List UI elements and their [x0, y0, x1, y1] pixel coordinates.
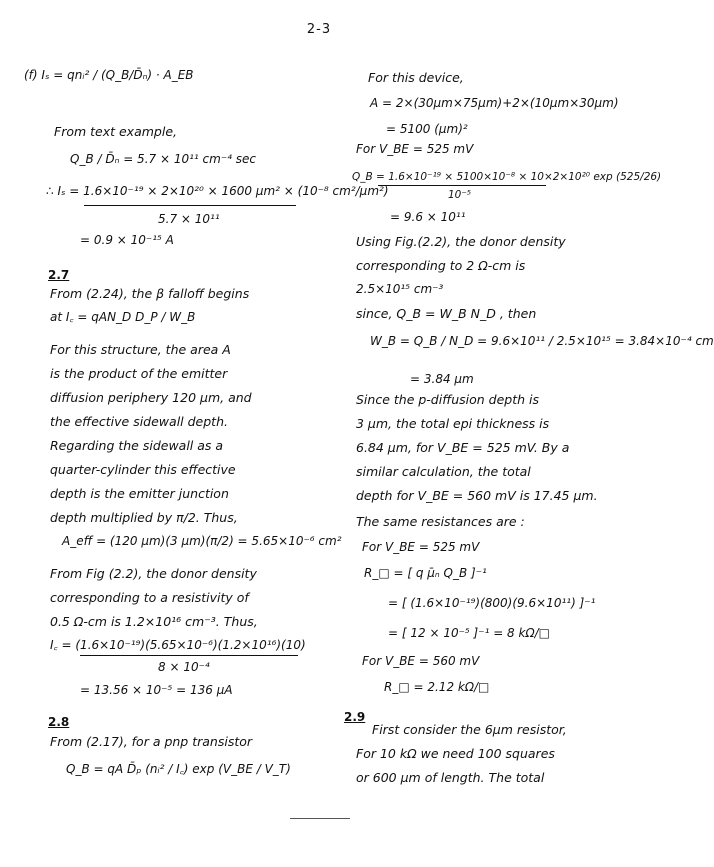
left-line: ∴ Iₛ = 1.6×10⁻¹⁹ × 2×10²⁰ × 1600 μm² × (10⁻⁸ cm²/μm²) [46, 184, 389, 198]
right-line: Using Fig.(2.2), the donor density [356, 234, 566, 249]
left-line: at I꜀ = qAN_D D_P / W_B [50, 310, 196, 324]
left-line: From Fig (2.2), the donor density [50, 566, 257, 581]
right-line: = 3.84 μm [410, 372, 474, 386]
left-line: depth multiplied by π/2. Thus, [50, 510, 238, 525]
fraction-bar [80, 655, 298, 656]
left-line: A_eff = (120 μm)(3 μm)(π/2) = 5.65×10⁻⁶ cm² [62, 534, 342, 548]
left-line: From (2.17), for a pnp transistor [50, 734, 253, 749]
left-line: 0.5 Ω-cm is 1.2×10¹⁶ cm⁻³. Thus, [50, 614, 258, 629]
bottom-divider [290, 818, 350, 819]
right-line: First consider the 6μm resistor, [372, 722, 567, 737]
left-line: quarter-cylinder this effective [50, 462, 236, 477]
right-line: corresponding to 2 Ω-cm is [356, 258, 526, 273]
right-line: = 9.6 × 10¹¹ [390, 210, 466, 224]
left-line: Regarding the sidewall as a [50, 438, 224, 453]
left-line: 8 × 10⁻⁴ [158, 660, 210, 674]
left-line: I꜀ = (1.6×10⁻¹⁹)(5.65×10⁻⁶)(1.2×10¹⁶)(10) [50, 638, 306, 652]
right-line: similar calculation, the total [356, 464, 531, 479]
right-line: 10⁻⁵ [448, 189, 472, 201]
left-line: = 13.56 × 10⁻⁵ = 136 μA [80, 683, 233, 697]
right-line: The same resistances are : [356, 514, 525, 529]
right-line: 6.84 μm, for V_BE = 525 mV. By a [356, 440, 570, 455]
left-line: depth is the emitter junction [50, 486, 229, 501]
right-line: For 10 kΩ we need 100 squares [356, 746, 555, 761]
right-line: A = 2×(30μm×75μm)+2×(10μm×30μm) [370, 96, 619, 110]
left-line: corresponding to a resistivity of [50, 590, 249, 605]
left-line: From (2.24), the β falloff begins [50, 286, 250, 301]
right-line: = [ 12 × 10⁻⁵ ]⁻¹ = 8 kΩ/□ [388, 626, 551, 640]
fraction-bar [84, 205, 296, 206]
left-line: For this structure, the area A [50, 342, 231, 357]
right-line: For V_BE = 560 mV [362, 654, 480, 668]
left-line: (f) Iₛ = qnᵢ² / (Q_B/D̄ₙ) · A_EB [24, 68, 194, 82]
right-line: = 5100 (μm)² [386, 122, 468, 136]
right-line: For this device, [368, 70, 464, 85]
left-line: Q_B = qA D̄ₚ (nᵢ² / I꜀) exp (V_BE / V_T) [66, 762, 291, 776]
right-line: R_□ = 2.12 kΩ/□ [384, 680, 490, 694]
right-line: Since the p-diffusion depth is [356, 392, 540, 407]
fraction-bar [378, 185, 546, 186]
left-line: diffusion periphery 120 μm, and [50, 390, 252, 405]
section-heading-2-7: 2.7 [48, 268, 70, 282]
right-line: depth for V_BE = 560 mV is 17.45 μm. [356, 488, 598, 503]
right-line: = [ (1.6×10⁻¹⁹)(800)(9.6×10¹¹) ]⁻¹ [388, 596, 596, 610]
right-line: R_□ = [ q μ̄ₙ Q_B ]⁻¹ [364, 566, 487, 580]
left-line: From text example, [54, 124, 177, 139]
right-line: For V_BE = 525 mV [356, 142, 474, 156]
left-line: 5.7 × 10¹¹ [158, 212, 220, 226]
left-line: the effective sidewall depth. [50, 414, 228, 429]
page-number: 2-3 [306, 22, 332, 37]
right-line: 3 μm, the total epi thickness is [356, 416, 550, 431]
left-line: Q_B / D̄ₙ = 5.7 × 10¹¹ cm⁻⁴ sec [70, 152, 257, 166]
right-line: since, Q_B = W_B N_D , then [356, 306, 537, 321]
left-line: is the product of the emitter [50, 366, 228, 381]
section-heading-2-9: 2.9 [344, 710, 366, 724]
right-line: W_B = Q_B / N_D = 9.6×10¹¹ / 2.5×10¹⁵ = 3.84×10⁻⁴ cm [370, 334, 714, 348]
right-line: or 600 μm of length. The total [356, 770, 545, 785]
right-line: For V_BE = 525 mV [362, 540, 480, 554]
right-line: Q_B = 1.6×10⁻¹⁹ × 5100×10⁻⁸ × 10×2×10²⁰ exp (525/26) [352, 171, 662, 183]
right-line: 2.5×10¹⁵ cm⁻³ [356, 282, 444, 296]
section-heading-2-8: 2.8 [48, 715, 70, 729]
left-line: = 0.9 × 10⁻¹⁵ A [80, 233, 174, 247]
